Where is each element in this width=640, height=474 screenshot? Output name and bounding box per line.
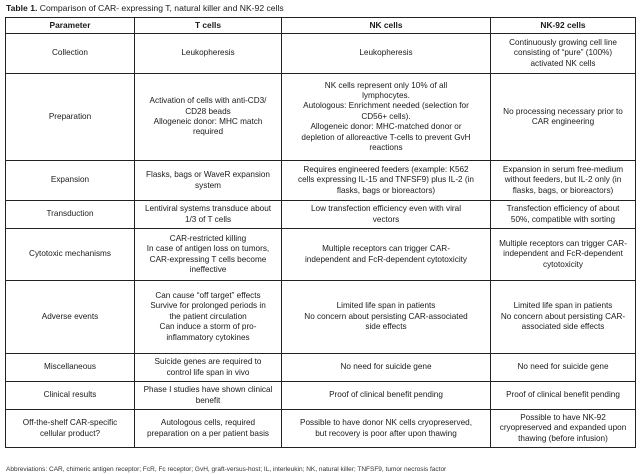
nk92-cells-cell (491, 229, 636, 281)
nk92-cells-cell (491, 74, 636, 161)
cell-text-line: Autologous: Enrichment needed (selection for (303, 101, 469, 111)
nk92-cells-cell (491, 410, 636, 448)
nk-cells-cell (282, 354, 491, 382)
cell-text-line: consisting of “pure” (100%) (513, 48, 613, 58)
cell-text-line: Transfection efficiency of about (506, 204, 620, 214)
cell-text-line: Collection (52, 48, 88, 58)
cell-text-line: Leukopheresis (359, 48, 413, 58)
cell-text-line: thawing (before infusion) (518, 433, 608, 443)
cell-text-line: cellular product? (39, 428, 101, 438)
nk-cells-cell (282, 34, 491, 74)
cell-text-line: Clinical results (43, 390, 97, 400)
cell-text-line: CD28 beads (185, 106, 231, 116)
cell-text-line: Phase I studies have shown clinical (143, 385, 273, 395)
cell-text-line: Limited life span in patients (513, 301, 613, 311)
cell-text-line: side effects (365, 322, 407, 332)
nk92-cells-cell (491, 382, 636, 410)
t-cells-cell (135, 74, 282, 161)
cell-text-line: benefit (195, 395, 221, 405)
cell-text-line: associated side effects (521, 322, 605, 332)
t-cells-cell (135, 34, 282, 74)
table-row (6, 410, 636, 448)
cell-text-line: CAR engineering (531, 117, 595, 126)
cell-text-line: without feeders, but IL-2 only (in (504, 175, 622, 185)
cell-text-line: Adverse events (41, 311, 99, 321)
header-nk92-cells: NK-92 cells (491, 18, 636, 34)
cell-text-line: CD56+ cells). (361, 111, 411, 121)
nk-cells-cell (282, 74, 491, 161)
cell-text-line: Multiple receptors can trigger CAR- (322, 244, 450, 254)
header-nk-cells: NK cells (282, 18, 491, 34)
header-parameter: Parameter (6, 18, 135, 34)
cell-text-line: Proof of clinical benefit pending (329, 390, 443, 400)
cell-text-line: 1/3 of T cells (184, 214, 232, 224)
cell-text-line: Autologous cells, required (160, 418, 256, 428)
parameter-cell (6, 229, 135, 281)
cell-text-line: control life span in vivo (166, 367, 250, 377)
parameter-cell (6, 34, 135, 74)
cell-text-line: NK cells represent only 10% of all (324, 80, 448, 90)
cell-text-line: independent and FcR-dependent (503, 249, 623, 259)
cell-text-line: No need for suicide gene (517, 362, 609, 372)
footnote: Abbreviations: CAR, chimeric antigen receptor; FcR, Fc receptor; GvH, graft-versus-host; IL, interleukin; NK, natural killer; TNFSF9, tumor necrosis factor (6, 466, 447, 473)
cell-text-line: reactions (369, 143, 403, 153)
table-row (6, 354, 636, 382)
parameter-cell (6, 410, 135, 448)
cell-text-line: Miscellaneous (44, 362, 96, 372)
t-cells-cell (135, 382, 282, 410)
cell-text-line: depletion of alloreactive T-cells to prevent GvH (301, 132, 471, 142)
cell-text-line: vectors (372, 214, 400, 224)
cell-text-line: flasks, bags or bioreactors) (336, 185, 436, 195)
cell-text-line: Cytotoxic mechanisms (29, 249, 111, 259)
cell-text-line: Expansion (50, 175, 90, 185)
t-cells-cell (135, 201, 282, 229)
nk-cells-cell (282, 229, 491, 281)
nk-cells-cell (282, 382, 491, 410)
t-cells-cell (135, 354, 282, 382)
nk92-cells-cell (491, 161, 636, 201)
cell-text-line: CAR-restricted killing (169, 233, 247, 243)
parameter-cell (6, 201, 135, 229)
t-cells-cell (135, 281, 282, 354)
cell-text-line: Suicide genes are required to (154, 357, 262, 367)
cell-text-line: Can cause “off target” effects (155, 290, 261, 300)
parameter-cell (6, 74, 135, 161)
parameter-cell (6, 161, 135, 201)
cell-text-line: Preparation (48, 111, 92, 121)
table-row (6, 34, 636, 74)
cell-text-line: Continuously growing cell line (509, 37, 617, 47)
cell-text-line: Off-the-shelf CAR-specific (22, 418, 118, 428)
cell-text-line: cells expressing IL-15 and TNFSF9) plus IL-2 (in (298, 175, 474, 185)
cell-text-line: Lentiviral systems transduce about (144, 204, 272, 214)
cell-text-line: Can induce a storm of pro- (159, 322, 257, 332)
cell-text-line: Expansion in serum free-medium (502, 164, 624, 174)
nk-cells-cell (282, 410, 491, 448)
t-cells-cell (135, 410, 282, 448)
header-row (6, 18, 636, 34)
cell-text-line: Transduction (46, 209, 94, 219)
cell-text-line: No need for suicide gene (340, 362, 432, 372)
cell-text-line: ineffective (189, 264, 227, 274)
table-row (6, 229, 636, 281)
cell-text-line: Allogeneic donor: MHC-matched donor or (310, 122, 462, 132)
nk92-cells-cell (491, 354, 636, 382)
cell-text-line: flasks, bags, or bioreactors) (512, 185, 614, 195)
cell-text-line: Proof of clinical benefit pending (506, 390, 620, 400)
cell-text-line: Multiple receptors can trigger CAR- (499, 238, 627, 248)
cell-text-line: inflammatory cytokines (166, 332, 250, 342)
cell-text-line: Requires engineered feeders (example: K562 (303, 164, 469, 174)
caption-label: Table 1. (6, 3, 38, 13)
cell-text-line: Activation of cells with anti-CD3/ (149, 96, 267, 106)
cell-text-line: In case of antigen loss on tumors, (146, 244, 270, 254)
parameter-cell (6, 281, 135, 354)
parameter-cell (6, 354, 135, 382)
cell-text-line: Leukopheresis (181, 48, 235, 58)
cell-text-line: No concern about persisting CAR- (500, 311, 626, 321)
cell-text-line: Low transfection efficiency even with viral (310, 204, 462, 214)
cell-text-line: preparation on a per patient basis (147, 428, 269, 438)
cell-text-line: Possible to have NK-92 (520, 412, 606, 422)
cell-text-line: Limited life span in patients (336, 301, 436, 311)
cell-text-line: Possible to have donor NK cells cryopreserved, (299, 418, 473, 428)
nk92-cells-cell (491, 201, 636, 229)
parameter-cell (6, 382, 135, 410)
cell-text-line: Allogeneic donor: MHC match (153, 117, 263, 126)
t-cells-cell (135, 229, 282, 281)
cell-text-line: but recovery is poor after upon thawing (315, 428, 457, 438)
table-row (6, 382, 636, 410)
cell-text-line: cytotoxicity (542, 259, 584, 269)
nk-cells-cell (282, 161, 491, 201)
table-row (6, 161, 636, 201)
cell-text-line: 50%, compatible with sorting (510, 214, 616, 224)
t-cells-cell (135, 161, 282, 201)
comparison-table (5, 17, 636, 448)
cell-text-line: the patient circulation (169, 311, 247, 321)
cell-text-line: No processing necessary prior to (503, 106, 623, 116)
table-row (6, 281, 636, 354)
cell-text-line: lymphocytes. (362, 90, 410, 100)
cell-text-line: system (195, 180, 221, 190)
cell-text-line: Flasks, bags or WaveR expansion (146, 170, 270, 180)
nk-cells-cell (282, 201, 491, 229)
table-row (6, 201, 636, 229)
cell-text-line: Survive for prolonged periods in (150, 301, 266, 311)
caption-text: Comparison of CAR- expressing T, natural killer and NK-92 cells (37, 3, 284, 13)
cell-text-line: activated NK cells (530, 58, 596, 68)
cell-text-line: independent and FcR-dependent cytotoxicity (304, 254, 468, 264)
table-caption (6, 3, 284, 13)
nk-cells-cell (282, 281, 491, 354)
cell-text-line: cryopreserved and expanded upon (499, 423, 627, 433)
header-t-cells: T cells (135, 18, 282, 34)
nk92-cells-cell (491, 281, 636, 354)
cell-text-line: required (192, 127, 224, 137)
cell-text-line: No concern about persisting CAR-associated (304, 311, 468, 321)
cell-text-line: CAR-expressing T cells become (149, 254, 267, 264)
table-row (6, 74, 636, 161)
nk92-cells-cell (491, 34, 636, 74)
